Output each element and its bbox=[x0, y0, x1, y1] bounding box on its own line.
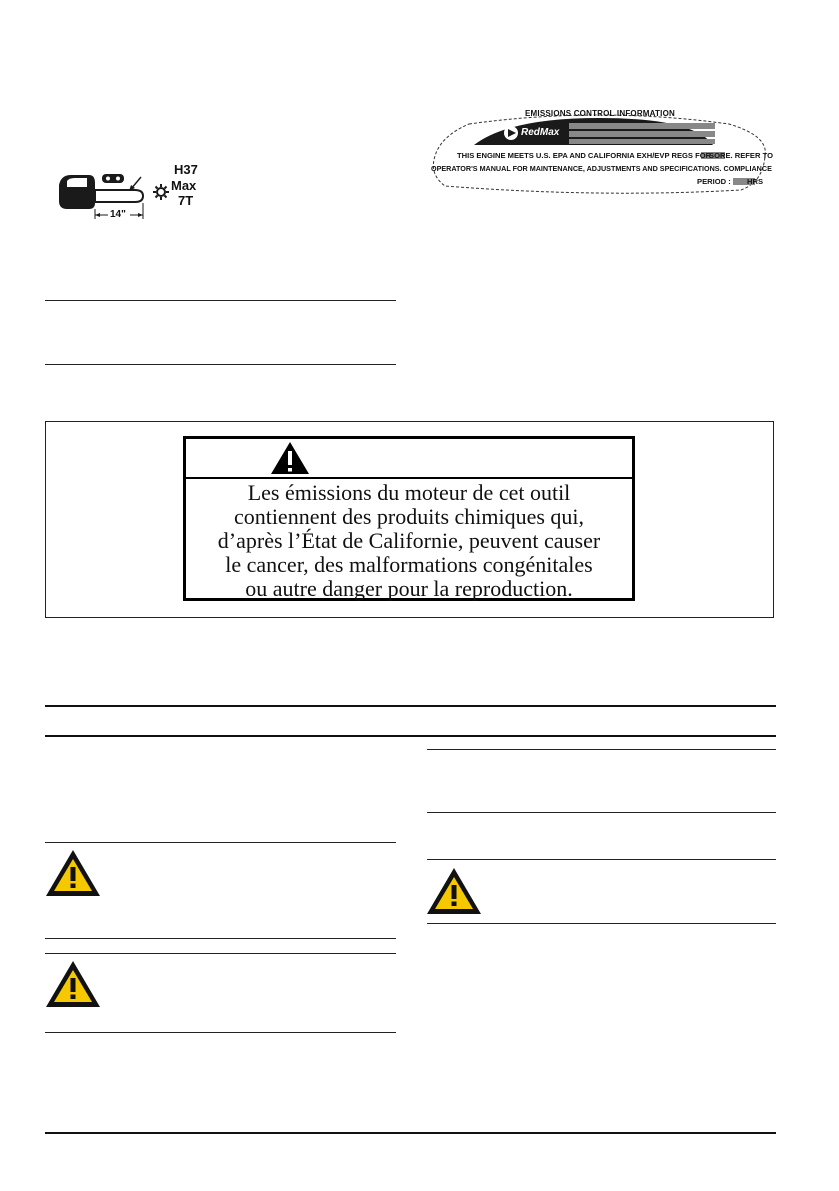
emission-line1-a: THIS ENGINE MEETS U.S. EPA AND CALIFORNIA EXH/EVP REGS FOR bbox=[457, 151, 712, 160]
prop65-line: le cancer, des malformations congénitales bbox=[225, 552, 593, 577]
warning-triangle-icon bbox=[44, 959, 102, 1009]
emission-line2: OPERATOR'S MANUAL FOR MAINTENANCE, ADJUSTMENTS AND SPECIFICATIONS. COMPLIANCE bbox=[431, 164, 772, 173]
prop65-line: ou autre danger pour la reproduction. bbox=[245, 576, 573, 601]
sprocket-teeth-label: 7T bbox=[178, 193, 194, 208]
emission-brand: RedMax bbox=[521, 127, 560, 138]
sprocket-icon bbox=[153, 184, 169, 200]
warning-triangle-icon bbox=[270, 441, 310, 475]
warning-triangle-icon bbox=[425, 866, 483, 916]
prop65-warning-panel bbox=[183, 436, 635, 601]
divider bbox=[427, 749, 776, 750]
divider bbox=[45, 953, 396, 954]
prop65-line: contiennent des produits chimiques qui, bbox=[233, 504, 585, 529]
emission-line1-b: SORE. REFER TO bbox=[709, 151, 773, 160]
divider bbox=[45, 1032, 396, 1033]
chain-type-label: H37 bbox=[174, 162, 198, 177]
section-rule bbox=[45, 705, 776, 707]
emission-line3-a: PERIOD : bbox=[697, 177, 731, 186]
divider bbox=[45, 364, 396, 365]
sprocket-type-label: Max bbox=[171, 178, 197, 193]
divider bbox=[427, 859, 776, 860]
divider bbox=[427, 923, 776, 924]
section-rule bbox=[45, 735, 776, 737]
divider bbox=[427, 812, 776, 813]
prop65-header bbox=[186, 439, 632, 479]
divider bbox=[45, 938, 396, 939]
chain-icon bbox=[102, 174, 124, 183]
prop65-line: d’après l’État de Californie, peuvent causer bbox=[217, 528, 601, 553]
emission-line3-b: HRS bbox=[747, 177, 764, 186]
footer-rule bbox=[45, 1132, 776, 1134]
divider bbox=[45, 300, 396, 301]
emission-label-title: EMISSIONS CONTROL INFORMATION bbox=[525, 109, 675, 118]
warning-triangle-icon bbox=[44, 848, 102, 898]
bar-length-label: 14" bbox=[110, 209, 126, 220]
divider bbox=[45, 842, 396, 843]
prop65-warning-box bbox=[45, 421, 774, 618]
emission-control-label bbox=[429, 104, 771, 198]
prop65-line: Les émissions du moteur de cet outil bbox=[247, 480, 571, 505]
